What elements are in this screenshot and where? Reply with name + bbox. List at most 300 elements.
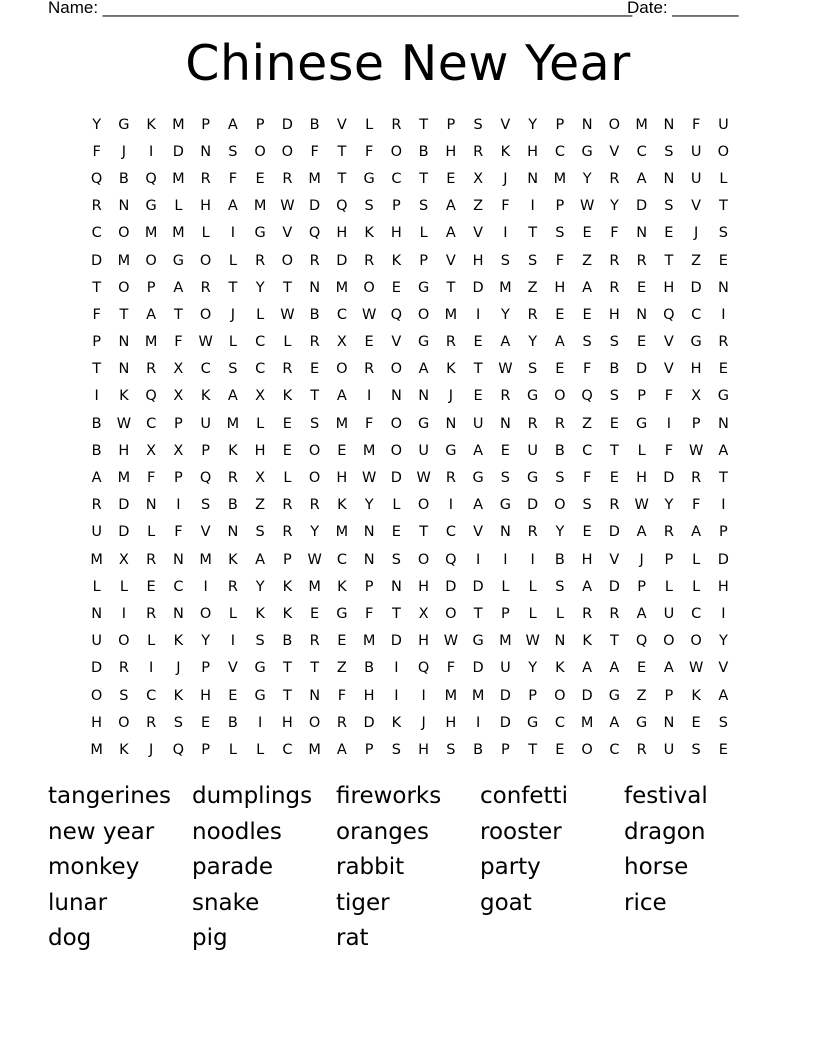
grid-letter: I	[230, 633, 236, 650]
grid-letter: A	[718, 442, 729, 459]
word-list-item: pig	[192, 925, 228, 952]
grid-letter: A	[582, 279, 593, 296]
grid-letter: E	[609, 415, 619, 432]
grid-letter: W	[525, 633, 540, 650]
grid-letter: G	[363, 170, 375, 187]
grid-letter: L	[528, 578, 537, 595]
grid-letter: M	[172, 170, 185, 187]
grid-letter: Z	[255, 497, 266, 514]
grid-letter: O	[717, 143, 730, 160]
grid-letter: N	[554, 633, 566, 650]
grid-letter: G	[445, 442, 457, 459]
word-list-item: snake	[192, 889, 260, 916]
grid-letter: J	[148, 741, 154, 758]
grid-letter: G	[717, 388, 729, 405]
grid-letter: S	[391, 551, 401, 568]
grid-letter: E	[337, 442, 347, 459]
grid-letter: P	[174, 470, 183, 487]
grid-letter: F	[364, 415, 374, 432]
grid-letter: N	[172, 551, 184, 568]
grid-letter: R	[473, 143, 484, 160]
grid-letter: L	[283, 334, 292, 351]
grid-letter: F	[174, 334, 183, 351]
grid-letter: T	[419, 524, 429, 541]
grid-letter: W	[198, 334, 213, 351]
grid-letter: U	[418, 442, 429, 459]
grid-letter: D	[608, 578, 620, 595]
grid-letter: R	[255, 252, 266, 269]
grid-letter: C	[636, 143, 647, 160]
grid-letter: P	[555, 198, 565, 215]
grid-letter: V	[609, 551, 620, 568]
grid-letter: I	[530, 198, 535, 215]
grid-letter: P	[501, 605, 510, 622]
grid-letter: E	[282, 415, 292, 432]
grid-letter: B	[364, 660, 375, 677]
grid-letter: S	[255, 633, 265, 650]
grid-letter: L	[228, 252, 237, 269]
grid-row	[83, 165, 737, 192]
grid-letter: P	[392, 198, 401, 215]
grid-letter: B	[91, 442, 102, 459]
grid-letter: A	[636, 605, 647, 622]
grid-letter: D	[390, 633, 402, 650]
grid-letter: T	[473, 605, 483, 622]
grid-letter: A	[146, 306, 157, 323]
grid-letter: Y	[555, 524, 565, 541]
grid-letter: C	[200, 361, 211, 378]
grid-letter: Y	[255, 578, 265, 595]
grid-letter: F	[446, 660, 456, 677]
grid-letter: H	[418, 633, 430, 650]
grid-letter: J	[176, 660, 181, 677]
grid-row	[83, 138, 737, 165]
grid-letter: O	[445, 605, 457, 622]
grid-letter: U	[663, 741, 675, 758]
letter-grid	[83, 111, 737, 764]
grid-letter: D	[172, 143, 184, 160]
grid-letter: M	[199, 551, 212, 568]
grid-letter: N	[363, 524, 375, 541]
grid-letter: R	[91, 497, 102, 514]
grid-letter: K	[582, 633, 592, 650]
grid-letter: B	[609, 361, 620, 378]
grid-letter: H	[363, 687, 375, 704]
grid-letter: R	[609, 252, 620, 269]
grid-letter: C	[336, 306, 347, 323]
grid-letter: X	[691, 388, 702, 405]
grid-letter: F	[174, 524, 183, 541]
grid-row	[83, 655, 737, 682]
grid-row	[83, 736, 737, 763]
grid-letter: N	[636, 225, 648, 242]
grid-letter: D	[336, 252, 348, 269]
grid-letter: T	[718, 470, 728, 487]
word-list-item: dumplings	[192, 783, 313, 809]
grid-letter: M	[444, 306, 458, 323]
grid-letter: F	[364, 143, 374, 160]
grid-letter: H	[118, 442, 130, 459]
grid-letter: L	[528, 605, 537, 622]
grid-letter: Z	[527, 279, 538, 296]
grid-letter: R	[146, 361, 157, 378]
grid-letter: O	[608, 116, 621, 133]
grid-letter: A	[582, 660, 593, 677]
grid-letter: T	[119, 306, 129, 323]
grid-letter: M	[335, 279, 349, 296]
grid-letter: M	[580, 714, 594, 731]
grid-letter: U	[663, 605, 675, 622]
grid-letter: M	[335, 415, 349, 432]
grid-letter: M	[335, 524, 349, 541]
grid-letter: G	[145, 198, 157, 215]
grid-letter: L	[555, 605, 564, 622]
grid-letter: H	[690, 361, 702, 378]
grid-letter: K	[691, 687, 701, 704]
grid-letter: A	[636, 170, 647, 187]
grid-letter: R	[364, 361, 375, 378]
grid-letter: H	[254, 442, 266, 459]
grid-letter: A	[473, 442, 484, 459]
grid-letter: P	[528, 687, 537, 704]
grid-letter: Y	[364, 497, 374, 514]
grid-letter: H	[336, 470, 348, 487]
grid-letter: N	[499, 415, 511, 432]
grid-letter: G	[254, 687, 266, 704]
grid-letter: O	[145, 252, 157, 269]
grid-letter: F	[310, 143, 319, 160]
grid-letter: X	[173, 388, 184, 405]
grid-letter: D	[445, 578, 457, 595]
grid-letter: K	[500, 143, 511, 160]
grid-letter: T	[528, 741, 538, 758]
grid-letter: F	[664, 442, 674, 459]
grid-letter: E	[664, 225, 674, 242]
grid-letter: S	[582, 334, 592, 351]
grid-letter: D	[499, 714, 511, 731]
grid-letter: I	[257, 714, 263, 731]
grid-letter: A	[663, 660, 674, 677]
grid-letter: E	[228, 687, 238, 704]
grid-letter: E	[337, 633, 347, 650]
grid-letter: R	[663, 524, 674, 541]
grid-row	[83, 247, 737, 274]
grid-letter: D	[281, 116, 293, 133]
grid-letter: S	[173, 714, 183, 731]
grid-letter: M	[308, 741, 321, 758]
date-field-line: Date: _______	[627, 0, 739, 17]
grid-letter: G	[472, 633, 484, 650]
grid-letter: A	[691, 524, 702, 541]
grid-letter: E	[637, 279, 647, 296]
grid-letter: A	[636, 524, 647, 541]
grid-letter: K	[391, 714, 402, 731]
grid-letter: O	[118, 279, 130, 296]
grid-letter: W	[361, 470, 377, 487]
grid-letter: J	[693, 225, 699, 242]
grid-row	[83, 329, 737, 356]
grid-letter: R	[391, 116, 402, 133]
grid-letter: G	[527, 388, 539, 405]
grid-letter: S	[582, 497, 592, 514]
grid-letter: O	[199, 306, 212, 323]
grid-letter: T	[92, 279, 102, 296]
grid-letter: R	[146, 714, 157, 731]
grid-letter: W	[416, 470, 431, 487]
grid-letter: Q	[172, 741, 185, 758]
grid-letter: F	[92, 143, 101, 160]
grid-letter: Y	[718, 633, 728, 650]
grid-letter: B	[227, 714, 238, 731]
word-list-item: rooster	[480, 818, 562, 845]
grid-letter: O	[199, 605, 212, 622]
grid-letter: O	[417, 497, 430, 514]
grid-letter: F	[691, 497, 701, 514]
grid-letter: X	[118, 551, 129, 568]
grid-letter: W	[280, 306, 295, 323]
grid-letter: G	[608, 687, 620, 704]
grid-letter: V	[500, 116, 511, 133]
grid-letter: H	[445, 143, 457, 160]
grid-letter: K	[337, 497, 347, 514]
grid-letter: K	[555, 660, 565, 677]
grid-letter: O	[390, 143, 403, 160]
grid-letter: O	[308, 470, 321, 487]
grid-letter: E	[473, 334, 483, 351]
grid-letter: V	[200, 524, 211, 541]
grid-letter: Y	[609, 198, 619, 215]
grid-letter: L	[256, 415, 265, 432]
grid-letter: I	[530, 551, 535, 568]
grid-letter: I	[366, 388, 372, 405]
grid-letter: R	[309, 252, 320, 269]
grid-letter: M	[635, 116, 648, 133]
grid-letter: S	[555, 470, 565, 487]
grid-letter: F	[146, 470, 156, 487]
grid-letter: R	[282, 361, 293, 378]
grid-letter: A	[445, 198, 456, 215]
grid-letter: P	[283, 551, 292, 568]
grid-letter: K	[173, 633, 184, 650]
word-list-item: tiger	[336, 889, 390, 916]
grid-letter: U	[527, 442, 538, 459]
grid-letter: R	[527, 415, 538, 432]
grid-letter: Y	[255, 279, 265, 296]
grid-letter: C	[445, 524, 456, 541]
grid-letter: L	[147, 524, 156, 541]
grid-letter: K	[119, 388, 129, 405]
grid-letter: E	[500, 442, 510, 459]
grid-letter: P	[664, 551, 674, 568]
grid-letter: Q	[145, 388, 157, 405]
grid-letter: P	[637, 388, 646, 405]
grid-letter: T	[310, 660, 320, 677]
grid-letter: U	[200, 415, 211, 432]
grid-letter: S	[528, 252, 538, 269]
grid-letter: L	[174, 198, 183, 215]
grid-letter: D	[527, 497, 539, 514]
grid-letter: K	[282, 605, 293, 622]
grid-letter: L	[365, 116, 374, 133]
grid-letter: D	[717, 551, 729, 568]
grid-letter: R	[445, 470, 456, 487]
word-list-item: goat	[480, 889, 532, 916]
grid-letter: H	[472, 252, 484, 269]
grid-letter: N	[118, 334, 130, 351]
grid-letter: I	[503, 225, 508, 242]
grid-letter: C	[336, 551, 347, 568]
grid-letter: V	[691, 198, 702, 215]
grid-letter: G	[254, 660, 266, 677]
grid-letter: L	[664, 578, 673, 595]
grid-letter: Q	[581, 388, 593, 405]
grid-letter: L	[119, 578, 128, 595]
grid-letter: N	[227, 524, 239, 541]
grid-letter: I	[230, 225, 236, 242]
grid-letter: S	[391, 741, 401, 758]
grid-letter: J	[639, 551, 644, 568]
grid-letter: E	[310, 605, 320, 622]
grid-letter: I	[421, 687, 426, 704]
grid-letter: E	[637, 334, 647, 351]
grid-letter: D	[309, 198, 321, 215]
grid-letter: C	[582, 442, 593, 459]
grid-letter: K	[228, 442, 238, 459]
grid-letter: Q	[90, 170, 103, 187]
grid-letter: F	[364, 605, 374, 622]
grid-letter: P	[691, 415, 701, 432]
grid-letter: M	[117, 470, 131, 487]
grid-letter: M	[553, 170, 567, 187]
grid-row	[83, 464, 737, 491]
grid-letter: F	[582, 470, 592, 487]
grid-letter: P	[201, 442, 210, 459]
grid-letter: D	[390, 470, 402, 487]
grid-letter: X	[473, 170, 484, 187]
grid-letter: M	[499, 633, 512, 650]
grid-letter: L	[228, 334, 237, 351]
grid-letter: N	[91, 605, 103, 622]
grid-letter: R	[445, 334, 456, 351]
grid-letter: B	[309, 116, 320, 133]
grid-letter: D	[91, 252, 103, 269]
grid-letter: T	[282, 660, 292, 677]
grid-letter: K	[446, 361, 456, 378]
grid-letter: R	[200, 279, 211, 296]
grid-letter: N	[172, 605, 184, 622]
grid-letter: P	[201, 741, 210, 758]
grid-letter: D	[663, 470, 675, 487]
grid-letter: P	[174, 415, 183, 432]
grid-letter: I	[475, 714, 481, 731]
grid-letter: N	[527, 170, 539, 187]
grid-letter: C	[554, 714, 565, 731]
grid-letter: E	[201, 714, 211, 731]
grid-letter: R	[282, 524, 293, 541]
grid-letter: M	[90, 741, 103, 758]
grid-letter: L	[392, 497, 401, 514]
grid-letter: E	[691, 714, 701, 731]
word-list-item: lunar	[48, 889, 108, 916]
grid-letter: L	[637, 442, 646, 459]
grid-letter: I	[94, 388, 99, 405]
grid-letter: Y	[528, 116, 538, 133]
grid-letter: C	[609, 741, 620, 758]
grid-letter: K	[255, 605, 265, 622]
grid-letter: E	[718, 361, 728, 378]
grid-letter: B	[418, 143, 429, 160]
word-list-item: new year	[48, 818, 155, 845]
grid-letter: P	[364, 741, 374, 758]
grid-letter: N	[418, 388, 430, 405]
grid-letter: D	[690, 279, 702, 296]
grid-letter: D	[91, 660, 103, 677]
grid-letter: B	[282, 633, 293, 650]
word-list-item: dog	[48, 925, 92, 952]
grid-letter: X	[173, 442, 184, 459]
grid-letter: Z	[691, 252, 702, 269]
grid-letter: M	[172, 116, 185, 133]
grid-row	[83, 383, 737, 410]
grid-letter: A	[554, 334, 565, 351]
grid-letter: D	[118, 524, 130, 541]
grid-letter: R	[336, 714, 347, 731]
grid-letter: R	[609, 497, 620, 514]
grid-letter: E	[582, 524, 592, 541]
grid-letter: E	[282, 442, 292, 459]
grid-letter: H	[418, 578, 430, 595]
grid-letter: O	[663, 633, 675, 650]
grid-letter: R	[200, 170, 211, 187]
grid-letter: K	[282, 578, 293, 595]
grid-row	[83, 274, 737, 301]
grid-letter: S	[609, 388, 619, 405]
grid-letter: I	[394, 687, 399, 704]
grid-letter: S	[228, 143, 238, 160]
grid-letter: D	[118, 497, 130, 514]
grid-letter: T	[337, 143, 347, 160]
grid-letter: P	[146, 279, 156, 296]
word-list-item: dragon	[624, 818, 706, 845]
grid-letter: C	[91, 225, 102, 242]
grid-letter: N	[309, 279, 321, 296]
grid-letter: E	[609, 470, 619, 487]
grid-letter: B	[91, 415, 102, 432]
grid-letter: R	[227, 470, 238, 487]
grid-letter: Y	[582, 170, 592, 187]
grid-row	[83, 492, 737, 519]
grid-letter: H	[200, 198, 212, 215]
grid-letter: E	[391, 524, 401, 541]
word-list-item: rice	[624, 889, 667, 916]
grid-letter: O	[118, 225, 130, 242]
grid-letter: A	[582, 578, 593, 595]
grid-letter: O	[554, 687, 566, 704]
grid-letter: N	[499, 524, 511, 541]
grid-letter: X	[336, 334, 347, 351]
grid-letter: R	[227, 578, 238, 595]
grid-letter: E	[555, 306, 565, 323]
grid-letter: V	[718, 660, 729, 677]
grid-letter: C	[173, 578, 184, 595]
word-list	[48, 779, 768, 957]
grid-letter: R	[309, 497, 320, 514]
grid-letter: W	[361, 306, 377, 323]
grid-letter: L	[256, 741, 265, 758]
grid-letter: N	[118, 198, 130, 215]
grid-letter: O	[390, 361, 403, 378]
grid-letter: W	[688, 660, 704, 677]
